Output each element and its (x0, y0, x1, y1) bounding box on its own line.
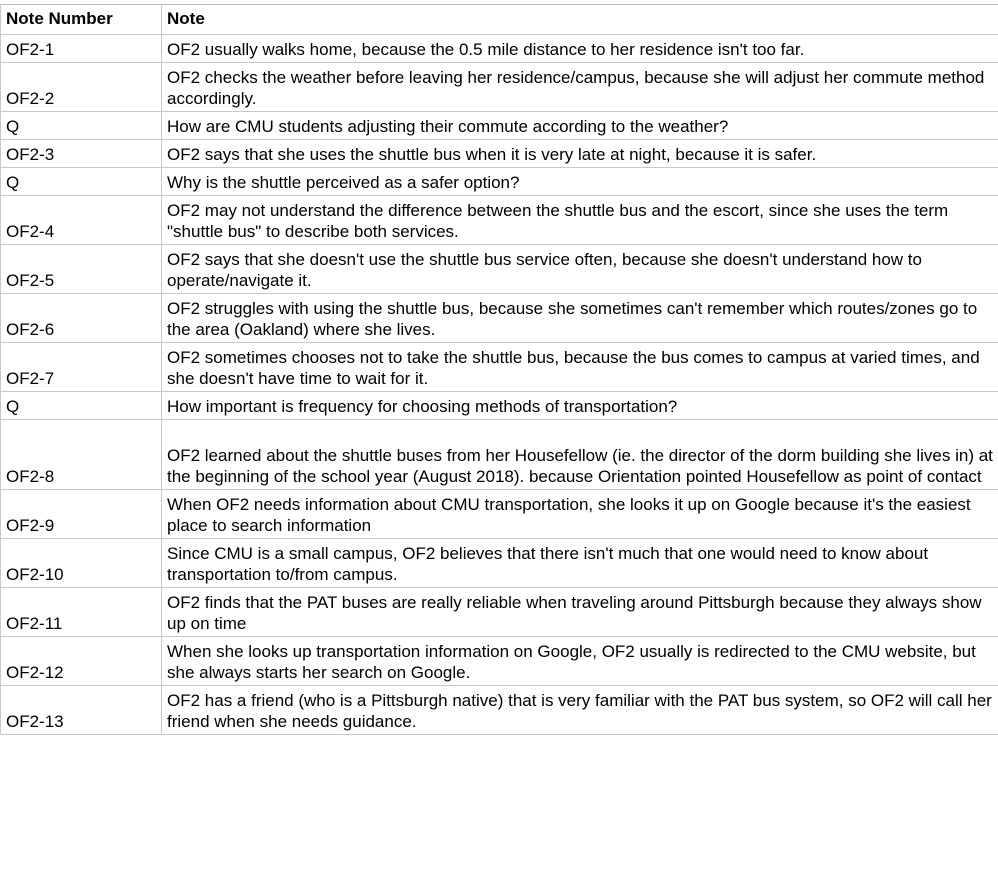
table-row (1, 420, 998, 490)
note-cell[interactable]: OF2 says that she uses the shuttle bus when it is very late at night, because it is safer. (162, 140, 998, 168)
note-cell[interactable]: OF2 may not understand the difference between the shuttle bus and the escort, since she uses the term "shuttle bus" to describe both services. (162, 196, 998, 245)
note-cell[interactable]: OF2 learned about the shuttle buses from her Housefellow (ie. the director of the dorm building she lives in) at the beginning of the school year (August 2018). because Orientation pointed Housefellow as point of contact (162, 420, 998, 490)
frozen-row-divider (0, 0, 998, 5)
table-row (1, 168, 998, 196)
table-row (1, 63, 998, 112)
table-row (1, 539, 998, 588)
table-row (1, 245, 998, 294)
table-row (1, 392, 998, 420)
table-row (1, 588, 998, 637)
table-row (1, 35, 998, 63)
header-row (1, 0, 998, 35)
note-cell[interactable]: OF2 has a friend (who is a Pittsburgh native) that is very familiar with the PAT bus system, so OF2 will call her friend when she needs guidance. (162, 686, 998, 735)
note-cell[interactable]: OF2 struggles with using the shuttle bus, because she sometimes can't remember which routes/zones go to the area (Oakland) where she lives. (162, 294, 998, 343)
table-row (1, 294, 998, 343)
note-number-cell[interactable]: OF2-8 (1, 420, 162, 490)
note-number-cell[interactable]: OF2-9 (1, 490, 162, 539)
table-row (1, 196, 998, 245)
note-cell[interactable]: OF2 says that she doesn't use the shuttle bus service often, because she doesn't understand how to operate/navigate it. (162, 245, 998, 294)
note-cell[interactable]: OF2 checks the weather before leaving her residence/campus, because she will adjust her commute method accordingly. (162, 63, 998, 112)
note-cell[interactable]: When OF2 needs information about CMU transportation, she looks it up on Google because it's the easiest place to search information (162, 490, 998, 539)
table-row (1, 637, 998, 686)
note-number-cell[interactable]: OF2-4 (1, 196, 162, 245)
note-number-cell[interactable]: Q (1, 112, 162, 140)
note-number-cell[interactable]: OF2-10 (1, 539, 162, 588)
note-number-cell[interactable]: OF2-6 (1, 294, 162, 343)
table-row (1, 343, 998, 392)
header-cell-note[interactable]: Note (162, 0, 998, 35)
note-number-cell[interactable]: OF2-12 (1, 637, 162, 686)
table-row (1, 112, 998, 140)
note-number-cell[interactable]: OF2-5 (1, 245, 162, 294)
note-number-cell[interactable]: OF2-11 (1, 588, 162, 637)
table-row (1, 490, 998, 539)
note-cell[interactable]: OF2 sometimes chooses not to take the shuttle bus, because the bus comes to campus at varied times, and she doesn't have time to wait for it. (162, 343, 998, 392)
note-number-cell[interactable]: OF2-2 (1, 63, 162, 112)
table-row (1, 686, 998, 735)
note-number-cell[interactable]: OF2-3 (1, 140, 162, 168)
note-cell[interactable]: When she looks up transportation information on Google, OF2 usually is redirected to the CMU website, but she always starts her search on Google. (162, 637, 998, 686)
note-cell[interactable]: Why is the shuttle perceived as a safer option? (162, 168, 998, 196)
note-cell[interactable]: OF2 usually walks home, because the 0.5 mile distance to her residence isn't too far. (162, 35, 998, 63)
note-number-cell[interactable]: Q (1, 168, 162, 196)
note-number-cell[interactable]: Q (1, 392, 162, 420)
table-row (1, 140, 998, 168)
note-number-cell[interactable]: OF2-7 (1, 343, 162, 392)
note-number-cell[interactable]: OF2-13 (1, 686, 162, 735)
note-number-cell[interactable]: OF2-1 (1, 35, 162, 63)
note-cell[interactable]: Since CMU is a small campus, OF2 believes that there isn't much that one would need to know about transportation to/from campus. (162, 539, 998, 588)
note-cell[interactable]: How important is frequency for choosing methods of transportation? (162, 392, 998, 420)
note-cell[interactable]: How are CMU students adjusting their commute according to the weather? (162, 112, 998, 140)
header-cell-note-number[interactable]: Note Number (1, 0, 162, 35)
note-cell[interactable]: OF2 finds that the PAT buses are really reliable when traveling around Pittsburgh because they always show up on time (162, 588, 998, 637)
